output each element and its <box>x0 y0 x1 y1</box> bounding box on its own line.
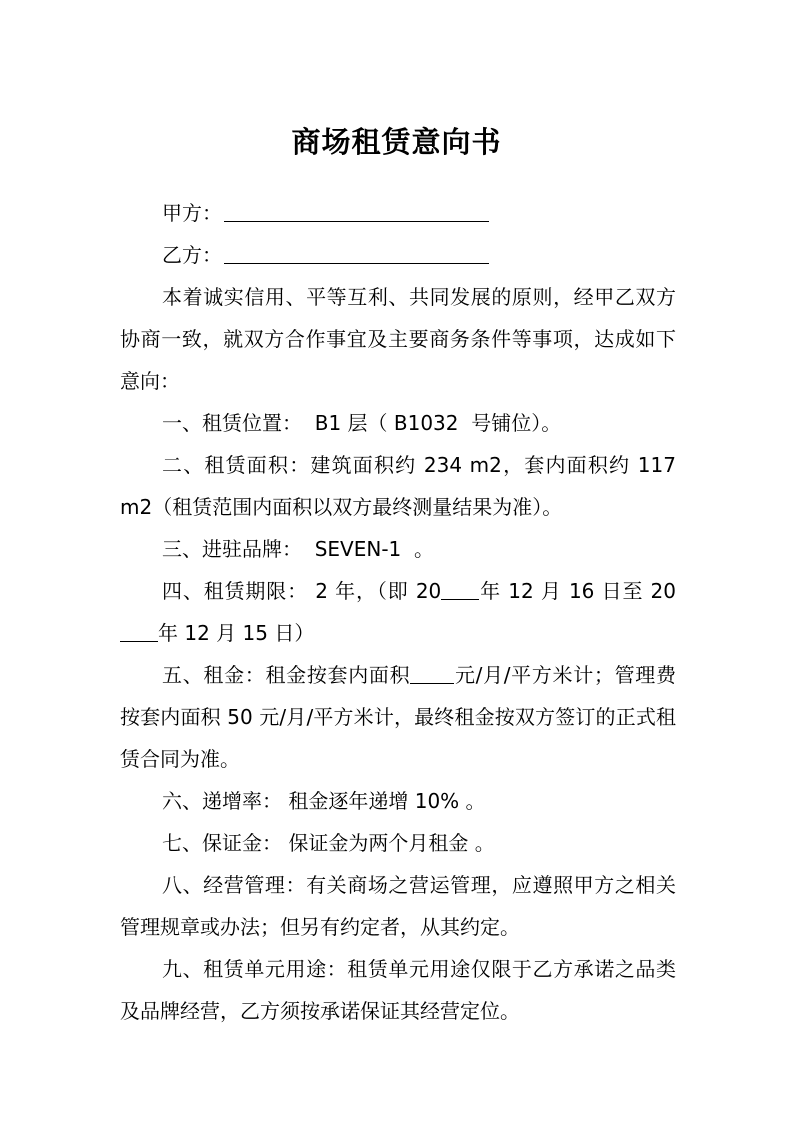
clause-brand-head: 三、进驻品牌： <box>162 537 302 561</box>
clause-deposit: 七、保证金： 保证金为两个月租金 。 <box>162 831 495 855</box>
clause-increase: 六、递增率： 租金逐年递增 10% 。 <box>162 789 486 813</box>
clause-management: 八、经营管理：有关商场之营运管理，应遵照甲方之相关管理规章或办法；但另有约定者，从其约定。 <box>120 873 676 939</box>
clause-term <box>120 570 676 654</box>
rent-rate-blank <box>410 661 454 684</box>
clause-location <box>120 402 676 444</box>
clause-usage: 九、租赁单元用途：租赁单元用途仅限于乙方承诺之品类及品牌经营，乙方须按承诺保证其经营定位。 <box>120 957 676 1023</box>
clause-brand-tail: 。 <box>414 537 434 561</box>
clause-term-part2: 年 12 月 16 日至 20 <box>479 579 677 603</box>
party-b-label: 乙方： <box>162 243 222 267</box>
party-a-label: 甲方： <box>162 201 222 225</box>
party-b-line <box>120 234 676 276</box>
clause-rent-part1: 五、租金：租金按套内面积 <box>162 663 411 687</box>
clause-location-floor: B1 <box>314 411 342 435</box>
clause-brand <box>120 528 676 570</box>
party-a-blank <box>224 197 489 222</box>
clause-location-unit: B1032 <box>393 411 459 435</box>
clause-brand-name: SEVEN-1 <box>314 537 402 561</box>
party-a-line <box>120 192 676 234</box>
document-body <box>120 192 676 1032</box>
clause-location-tail: 号铺位）。 <box>471 411 562 435</box>
clause-rent-part2: 元/月/平方米计；管理费按套内面积 50 元/月/平方米计，最终租金按双方签订的正式租赁合同为准。 <box>120 663 676 771</box>
clause-location-floor-unit: 层（ <box>347 411 388 435</box>
clause-rent <box>120 654 676 780</box>
term-end-year-blank <box>120 619 158 642</box>
clause-area: 二、租赁面积：建筑面积约 234 m2，套内面积约 117 m2（租赁范围内面积以双方最终测量结果为准）。 <box>120 453 676 519</box>
clause-term-part1: 四、租赁期限： 2 年，（即 20 <box>162 579 442 603</box>
party-b-blank <box>224 239 489 264</box>
intro-paragraph: 本着诚实信用、平等互利、共同发展的原则，经甲乙双方协商一致，就双方合作事宜及主要商务条件等事项，达成如下意向： <box>120 285 676 393</box>
clause-location-head: 一、租赁位置： <box>162 411 302 435</box>
term-start-year-blank <box>441 577 479 600</box>
clause-term-part3: 年 12 月 15 日） <box>158 621 315 645</box>
document-title: 商场租赁意向书 <box>291 125 502 159</box>
